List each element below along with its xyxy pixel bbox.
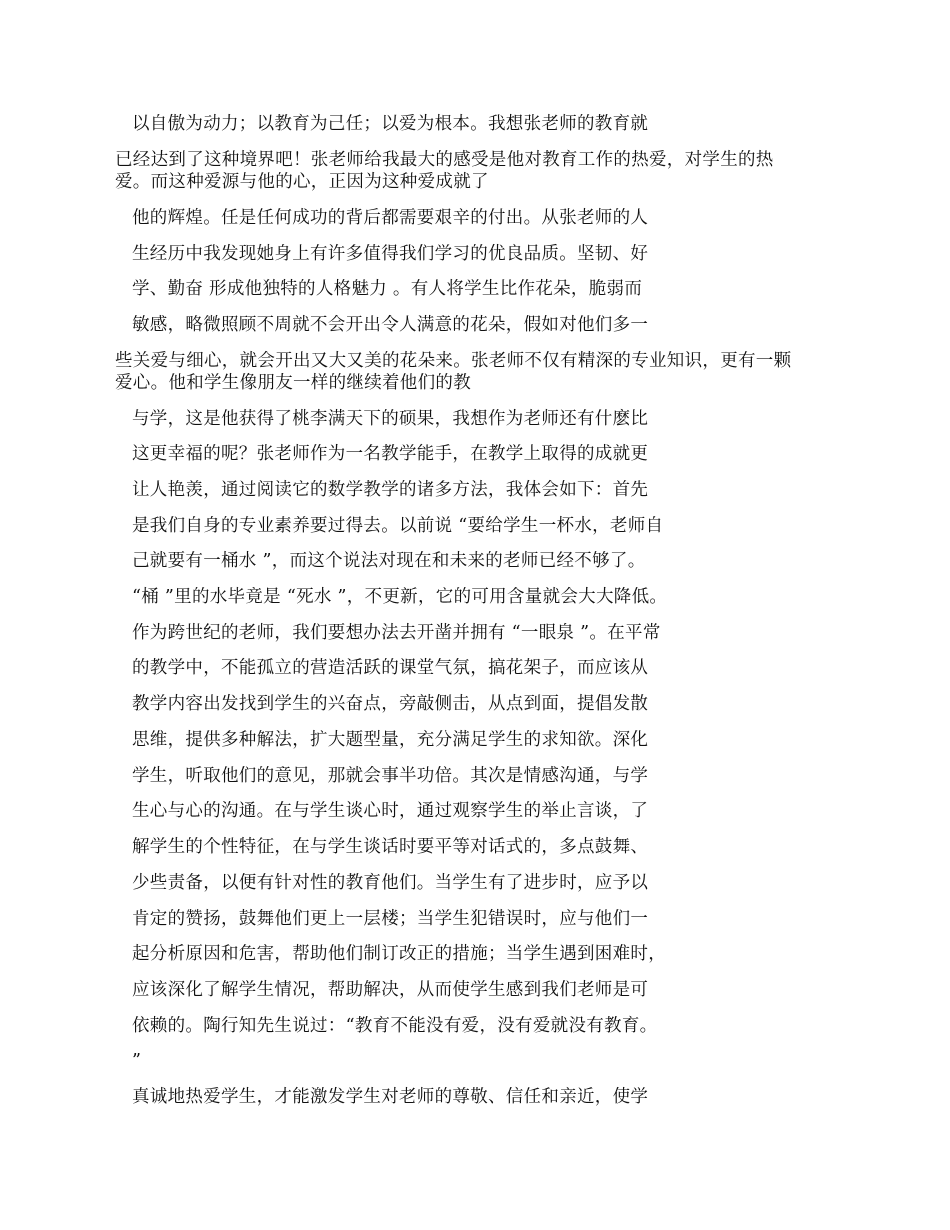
- text-line: 他的辉煌。任是任何成功的背后都需要艰辛的付出。从张老师的人: [132, 208, 649, 228]
- text-line: 真诚地热爱学生，才能激发学生对老师的尊敬、信任和亲近，使学: [132, 1087, 649, 1107]
- text-line: 依赖的。陶行知先生说过：“教育不能没有爱，没有爱就没有教育。: [132, 1016, 658, 1036]
- text-line: 是我们自身的专业素养要过得去。以前说 “要给学生一杯水，老师自: [132, 516, 664, 536]
- text-line: 让人艳羡，通过阅读它的数学教学的诸多方法，我体会如下：首先: [132, 480, 649, 500]
- text-line: 学、勤奋 形成他独特的人格魅力 。有人将学生比作花朵，脆弱而: [132, 279, 643, 299]
- text-line: 起分析原因和危害，帮助他们制订改正的措施；当学生遇到困难时，: [132, 944, 666, 964]
- text-line: 生经历中我发现她身上有许多值得我们学习的优良品质。坚韧、好: [132, 244, 649, 264]
- text-line: 敏感，略微照顾不周就不会开出令人满意的花朵，假如对他们多一: [132, 315, 649, 335]
- text-line: 作为跨世纪的老师，我们要想办法去开凿并拥有 “一眼泉 ”。在平常: [132, 623, 661, 643]
- text-line: 教学内容出发找到学生的兴奋点，旁敲侧击，从点到面，提倡发散: [132, 694, 649, 714]
- text-line: 些关爱与细心，就会开出又大又美的花朵来。张老师不仅有精深的专业知识，更有一颗: [115, 351, 792, 371]
- text-line: 爱心。他和学生像朋友一样的继续着他们的教: [115, 373, 471, 393]
- text-line: 学生，听取他们的意见，那就会事半功倍。其次是情感沟通，与学: [132, 766, 649, 786]
- text-line: “桶 ”里的水毕竟是 “死水 ”，不更新，它的可用含量就会大大降低。: [132, 587, 668, 607]
- text-line: 以自傲为动力；以教育为己任；以爱为根本。我想张老师的教育就: [132, 114, 649, 134]
- text-line: 己就要有一桶水 ”，而这个说法对现在和未来的老师已经不够了。: [132, 551, 646, 571]
- text-line: 肯定的赞扬，鼓舞他们更上一层楼；当学生犯错误时，应与他们一: [132, 909, 649, 929]
- text-line: 应该深化了解学生情况，帮助解决，从而使学生感到我们老师是可: [132, 980, 649, 1000]
- text-line: 与学，这是他获得了桃李满天下的硕果，我想作为老师还有什麽比: [132, 409, 649, 429]
- text-line: 这更幸福的呢？张老师作为一名教学能手，在教学上取得的成就更: [132, 444, 649, 464]
- text-line: ”: [132, 1051, 142, 1071]
- text-line: 少些责备，以便有针对性的教育他们。当学生有了进步时，应予以: [132, 873, 649, 893]
- text-line: 解学生的个性特征，在与学生谈话时要平等对话式的，多点鼓舞、: [132, 837, 649, 857]
- text-line: 思维，提供多种解法，扩大题型量，充分满足学生的求知欲。深化: [132, 730, 649, 750]
- text-line: 生心与心的沟通。在与学生谈心时，通过观察学生的举止言谈，了: [132, 801, 649, 821]
- text-line: 爱。而这种爱源与他的心，正因为这种爱成就了: [115, 172, 489, 192]
- text-line: 已经达到了这种境界吧！张老师给我最大的感受是他对教育工作的热爱，对学生的热: [115, 150, 774, 170]
- text-line: 的教学中，不能孤立的营造活跃的课堂气氛，搞花架子，而应该从: [132, 658, 649, 678]
